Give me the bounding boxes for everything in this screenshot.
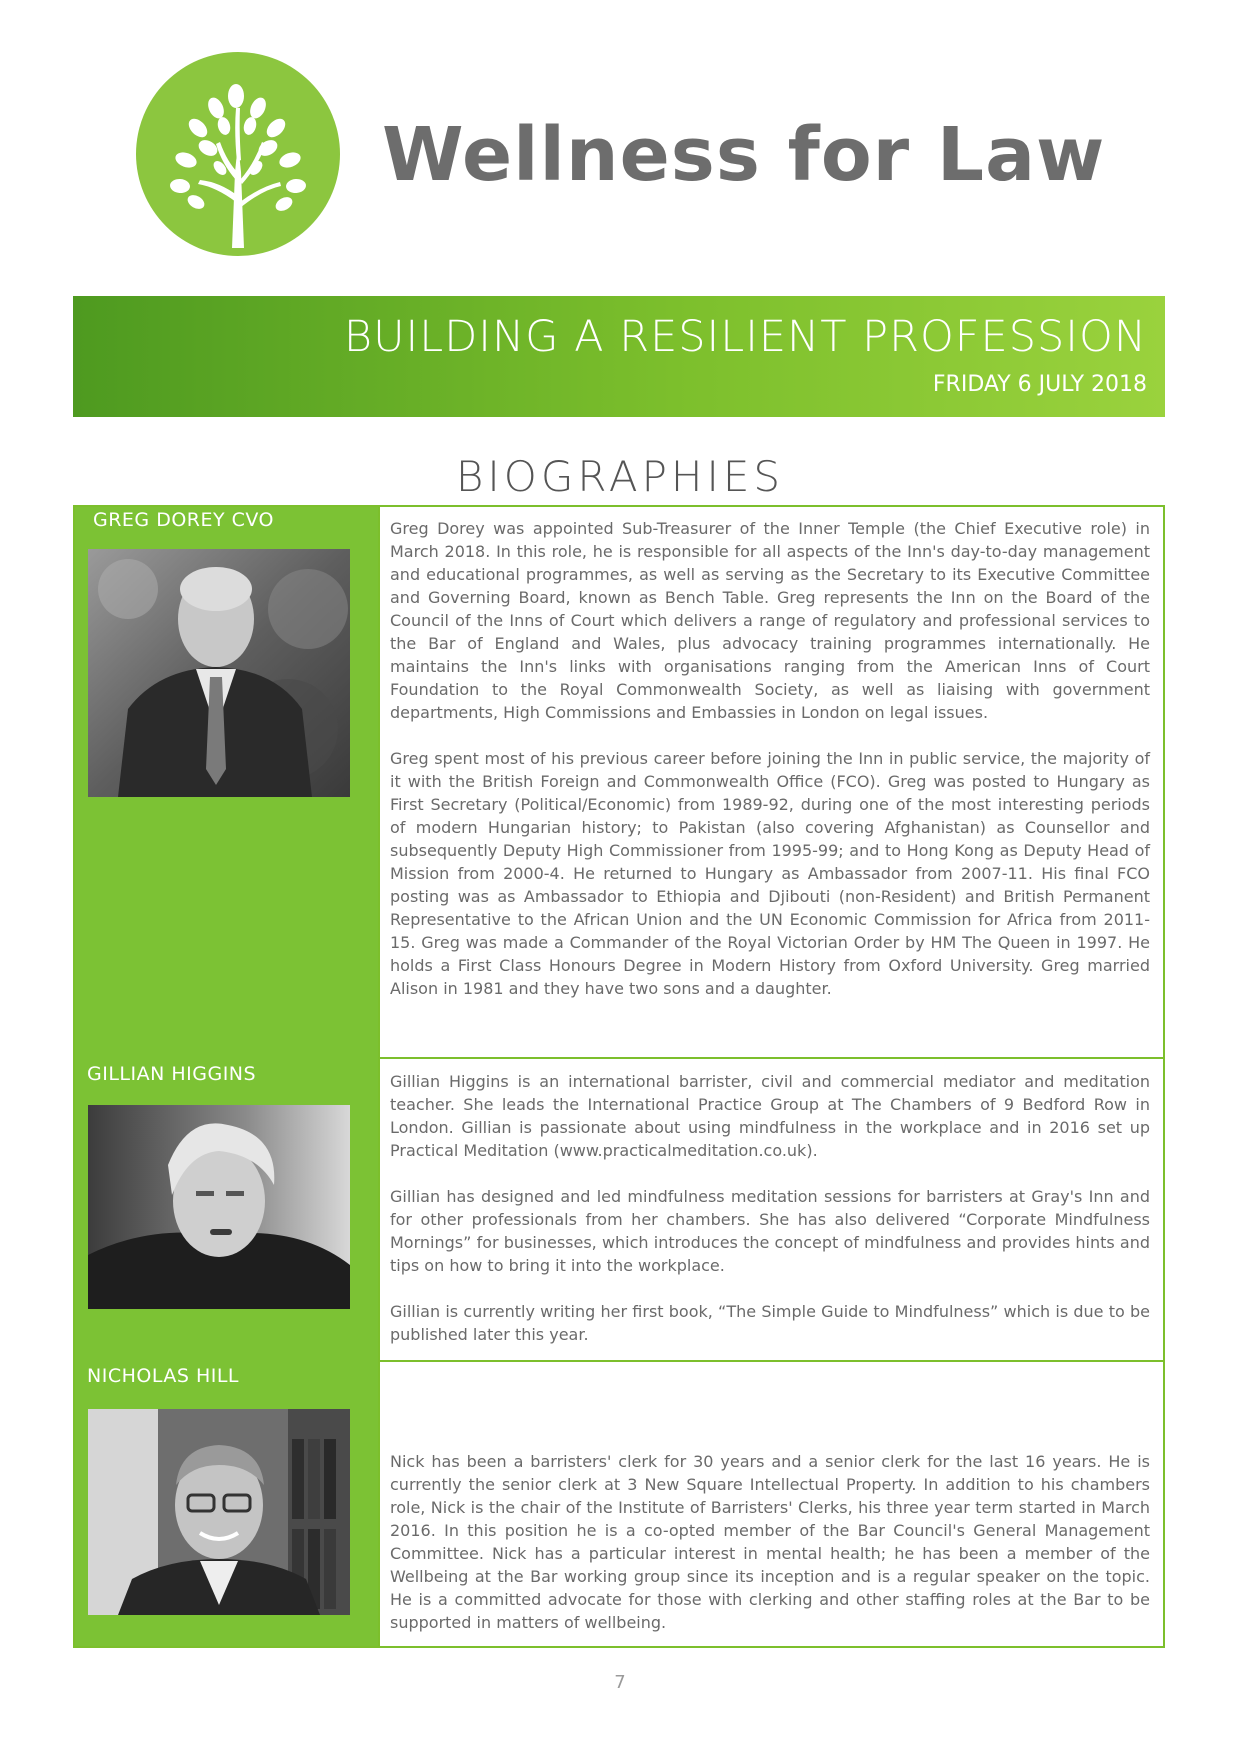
bio-paragraph: Nick has been a barristers' clerk for 30 years and a senior clerk for the last 16 years. He is currently the senior clerk at 3 New Square Intellectual Property. In addition to his chambers role, Nick is the chair of the Institute of Barristers' Clerks, his three year term started in March 2016. In this position he is a co-opted member of the Bar Council's General Management Committee. Nick has a particular interest in mental health; he has been a member of the Wellbeing at the Bar working group since its inception and is a regular speaker on the topic. He is a committed advocate for those with clerking and other staffing roles at the Bar to be supported in matters of wellbeing. — [390, 1452, 1150, 1632]
banner-date: FRIDAY 6 JULY 2018 — [932, 372, 1147, 397]
photo-gillian-higgins — [88, 1105, 350, 1309]
bio-paragraph: Gillian Higgins is an international barrister, civil and commercial mediator and meditation teacher. She leads the International Practice Group at The Chambers of 9 Bedford Row in London. Gillian is passionate about using mindfulness in the workplace and in 2016 set up Practical Meditation (www.practicalmeditation.co.uk). — [390, 1072, 1150, 1160]
biographies-table — [73, 505, 1165, 1648]
bio-paragraph: Greg Dorey was appointed Sub-Treasurer of the Inner Temple (the Chief Executive role) in March 2018. In this role, he is responsible for all aspects of the Inn's day-to-day management and educational programmes, as well as serving as the Secretary to its Executive Committee and Governing Board, known as Bench Table. Greg represents the Inn on the Board of the Council of the Inns of Court which delivers a range of regulatory and professional services to the Bar of England and Wales, plus advocacy training programmes internationally. He maintains the Inn's links with organisations ranging from the American Inns of Court Foundation to the Royal Commonwealth Society, as well as liaising with government departments, High Commissions and Embassies in London on legal issues. — [390, 519, 1150, 722]
banner-title: BUILDING A RESILIENT PROFESSION — [343, 312, 1147, 362]
row-divider — [380, 1057, 1163, 1059]
bio-name-gillian-higgins: GILLIAN HIGGINS — [87, 1063, 257, 1085]
event-banner — [73, 296, 1165, 417]
logo — [136, 52, 340, 256]
bio-text-gillian-higgins — [390, 1070, 1150, 1369]
bio-text-nicholas-hill — [390, 1404, 1150, 1657]
column-divider — [378, 507, 380, 1646]
brand-name: Wellness for Law — [382, 112, 1106, 198]
photo-nicholas-hill — [88, 1409, 350, 1615]
bio-paragraph: Greg spent most of his previous career before joining the Inn in public service, the majority of it with the British Foreign and Commonwealth Office (FCO). Greg was posted to Hungary as First Secretary (Political/Economic) from 1989-92, during one of the most interesting periods of modern Hungarian history; to Pakistan (also covering Afghanistan) as Counsellor and subsequently Deputy High Commissioner from 1995-99; and to Hong Kong as Deputy Head of Mission from 2000-4. He returned to Hungary as Ambassador from 2007-11. His final FCO posting was as Ambassador to Ethiopia and Djibouti (non-Resident) and British Permanent Representative to the African Union and the UN Economic Commission for Africa from 2011-15. Greg was made a Commander of the Royal Victorian Order by HM The Queen in 1997. He holds a First Class Honours Degree in Modern History from Oxford University. Greg married Alison in 1981 and they have two sons and a daughter. — [390, 749, 1150, 998]
bio-paragraph: Gillian is currently writing her first book, “The Simple Guide to Mindfulness” which is due to be published later this year. — [390, 1302, 1150, 1344]
bio-name-nicholas-hill: NICHOLAS HILL — [87, 1365, 240, 1387]
section-title: BIOGRAPHIES — [455, 452, 785, 501]
photo-greg-dorey — [88, 549, 350, 797]
bio-text-greg-dorey — [390, 517, 1150, 1023]
tree-icon — [136, 52, 340, 256]
bio-paragraph: Gillian has designed and led mindfulness meditation sessions for barristers at Gray's Inn and for other professionals from her chambers. She has also delivered “Corporate Mindfulness Mornings” for businesses, which introduces the concept of mindfulness and provides hints and tips on how to bring it into the workplace. — [390, 1187, 1150, 1275]
page-number: 7 — [614, 1672, 626, 1693]
bio-name-greg-dorey: GREG DOREY CVO — [93, 509, 275, 531]
